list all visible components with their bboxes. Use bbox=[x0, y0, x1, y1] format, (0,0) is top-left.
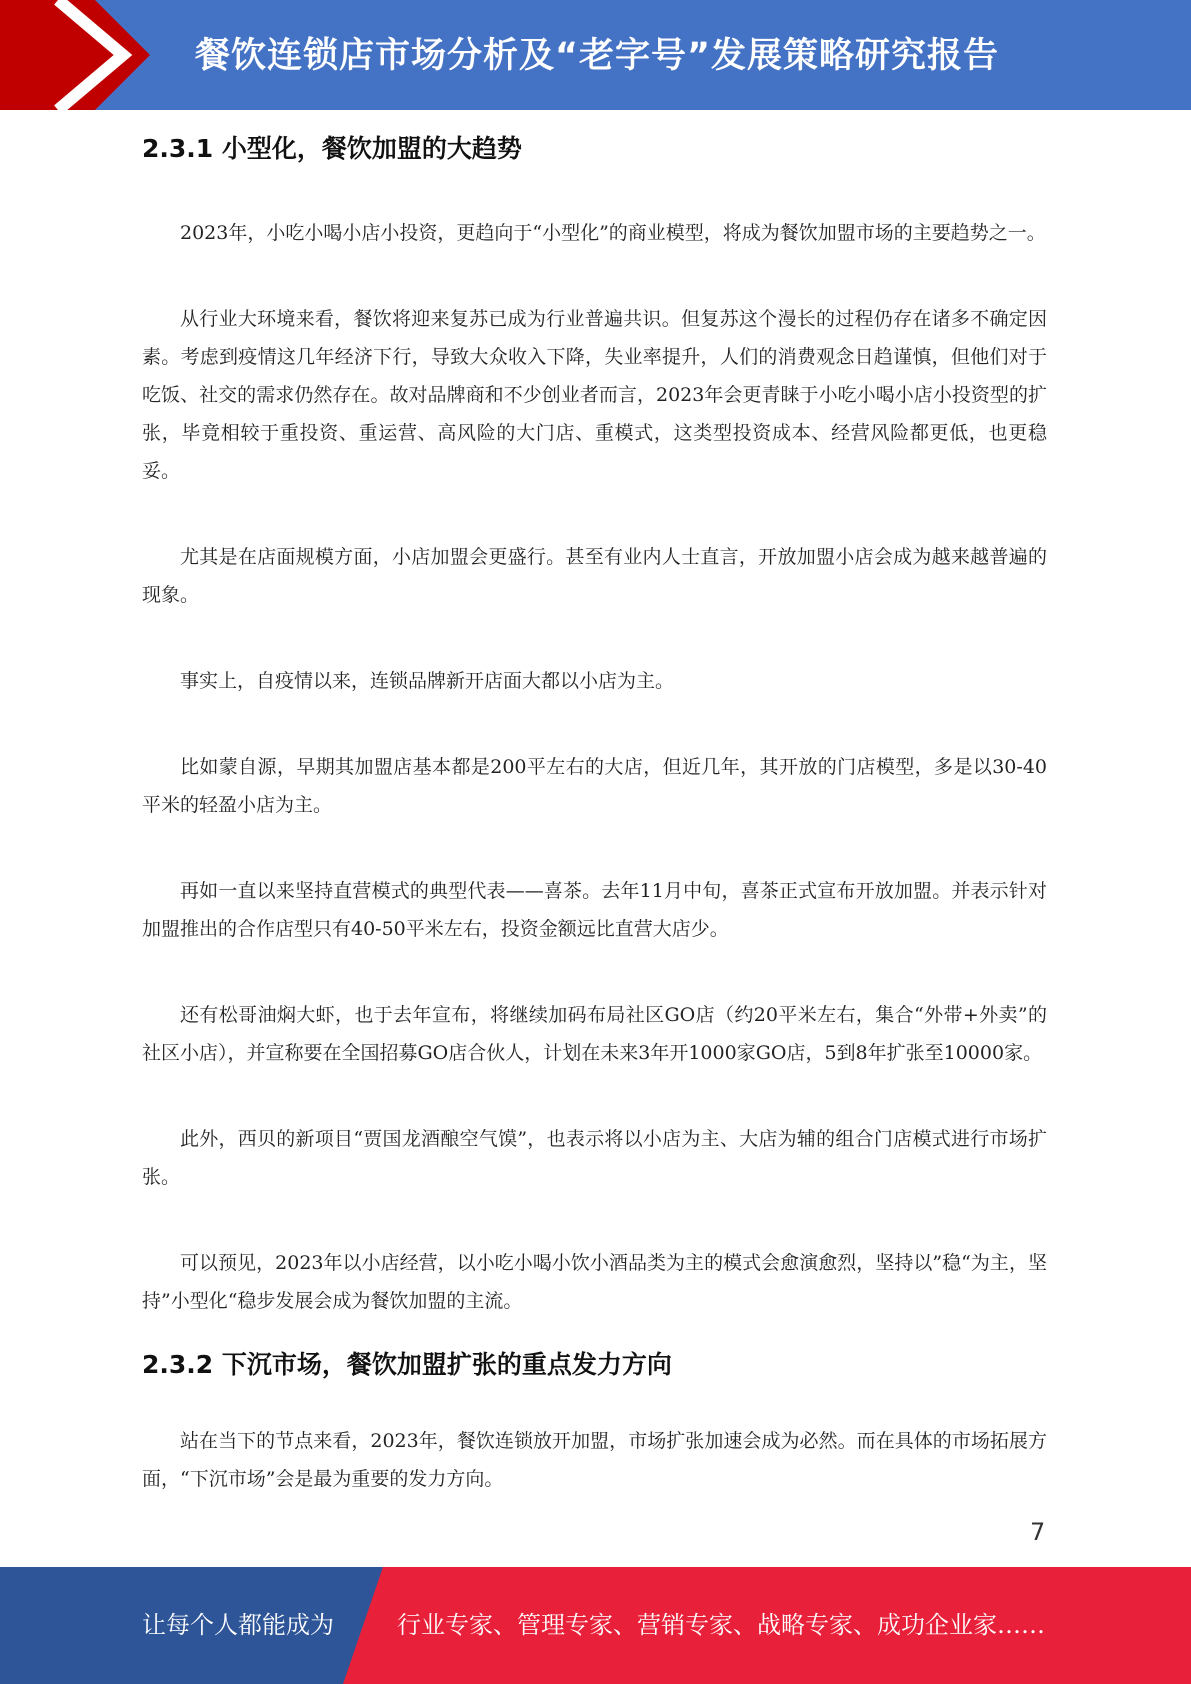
page-header bbox=[0, 0, 1191, 110]
paragraph: 从行业大环境来看，餐饮将迎来复苏已成为行业普遍共识。但复苏这个漫长的过程仍存在诸多不确定因素。考虑到疫情这几年经济下行，导致大众收入下降，失业率提升，人们的消费观念日趋谨慎，但他们对于吃饭、社交的需求仍然存在。故对品牌商和不少创业者而言，2023年会更青睐于小吃小喝小店小投资型的扩张，毕竟相较于重投资、重运营、高风险的大门店、重模式，这类型投资成本、经营风险都更低，也更稳妥。 bbox=[142, 308, 1047, 482]
paragraph: 再如一直以来坚持直营模式的典型代表——喜茶。去年11月中旬，喜茶正式宣布开放加盟。并表示针对加盟推出的合作店型只有40-50平米左右，投资金额远比直营大店少。 bbox=[142, 880, 1047, 940]
paragraph: 此外，西贝的新项目“贾国龙酒酿空气馍”，也表示将以小店为主、大店为辅的组合门店模式进行市场扩张。 bbox=[142, 1128, 1047, 1188]
section-heading: 2.3.2 下沉市场，餐饮加盟扩张的重点发力方向 bbox=[142, 1350, 672, 1379]
paragraph: 比如蒙自源，早期其加盟店基本都是200平左右的大店，但近几年，其开放的门店模型，多是以30-40平米的轻盈小店为主。 bbox=[142, 756, 1047, 816]
paragraph: 可以预见，2023年以小店经营，以小吃小喝小饮小酒品类为主的模式会愈演愈烈，坚持以”稳“为主，坚持”小型化“稳步发展会成为餐饮加盟的主流。 bbox=[142, 1252, 1047, 1312]
report-title: 餐饮连锁店市场分析及“老字号”发展策略研究报告 bbox=[195, 36, 1000, 76]
page-content bbox=[142, 124, 1047, 1546]
paragraph: 尤其是在店面规模方面，小店加盟会更盛行。甚至有业内人士直言，开放加盟小店会成为越来越普遍的现象。 bbox=[142, 546, 1047, 606]
paragraph: 还有松哥油焖大虾，也于去年宣布，将继续加码布局社区GO店（约20平米左右，集合“外带+外卖”的社区小店），并宣称要在全国招募GO店合伙人，计划在未来3年开1000家GO店，5到8年扩张至10000家。 bbox=[142, 1004, 1047, 1064]
red-chevron-decoration bbox=[0, 0, 160, 110]
page-footer bbox=[0, 1567, 1191, 1684]
footer-slogan-left: 让每个人都能成为 bbox=[142, 1611, 334, 1639]
paragraph: 事实上，自疫情以来，连锁品牌新开店面大都以小店为主。 bbox=[180, 670, 675, 692]
paragraph: 2023年，小吃小喝小店小投资，更趋向于“小型化”的商业模型，将成为餐饮加盟市场的主要趋势之一。 bbox=[180, 222, 1046, 244]
paragraph: 站在当下的节点来看，2023年，餐饮连锁放开加盟，市场扩张加速会成为必然。而在具体的市场拓展方面，“下沉市场”会是最为重要的发力方向。 bbox=[142, 1430, 1047, 1490]
page-number: 7 bbox=[1030, 1518, 1046, 1546]
section-heading: 2.3.1 小型化，餐饮加盟的大趋势 bbox=[142, 134, 522, 163]
footer-slogan-right: 行业专家、管理专家、营销专家、战略专家、成功企业家…… bbox=[397, 1611, 1045, 1639]
